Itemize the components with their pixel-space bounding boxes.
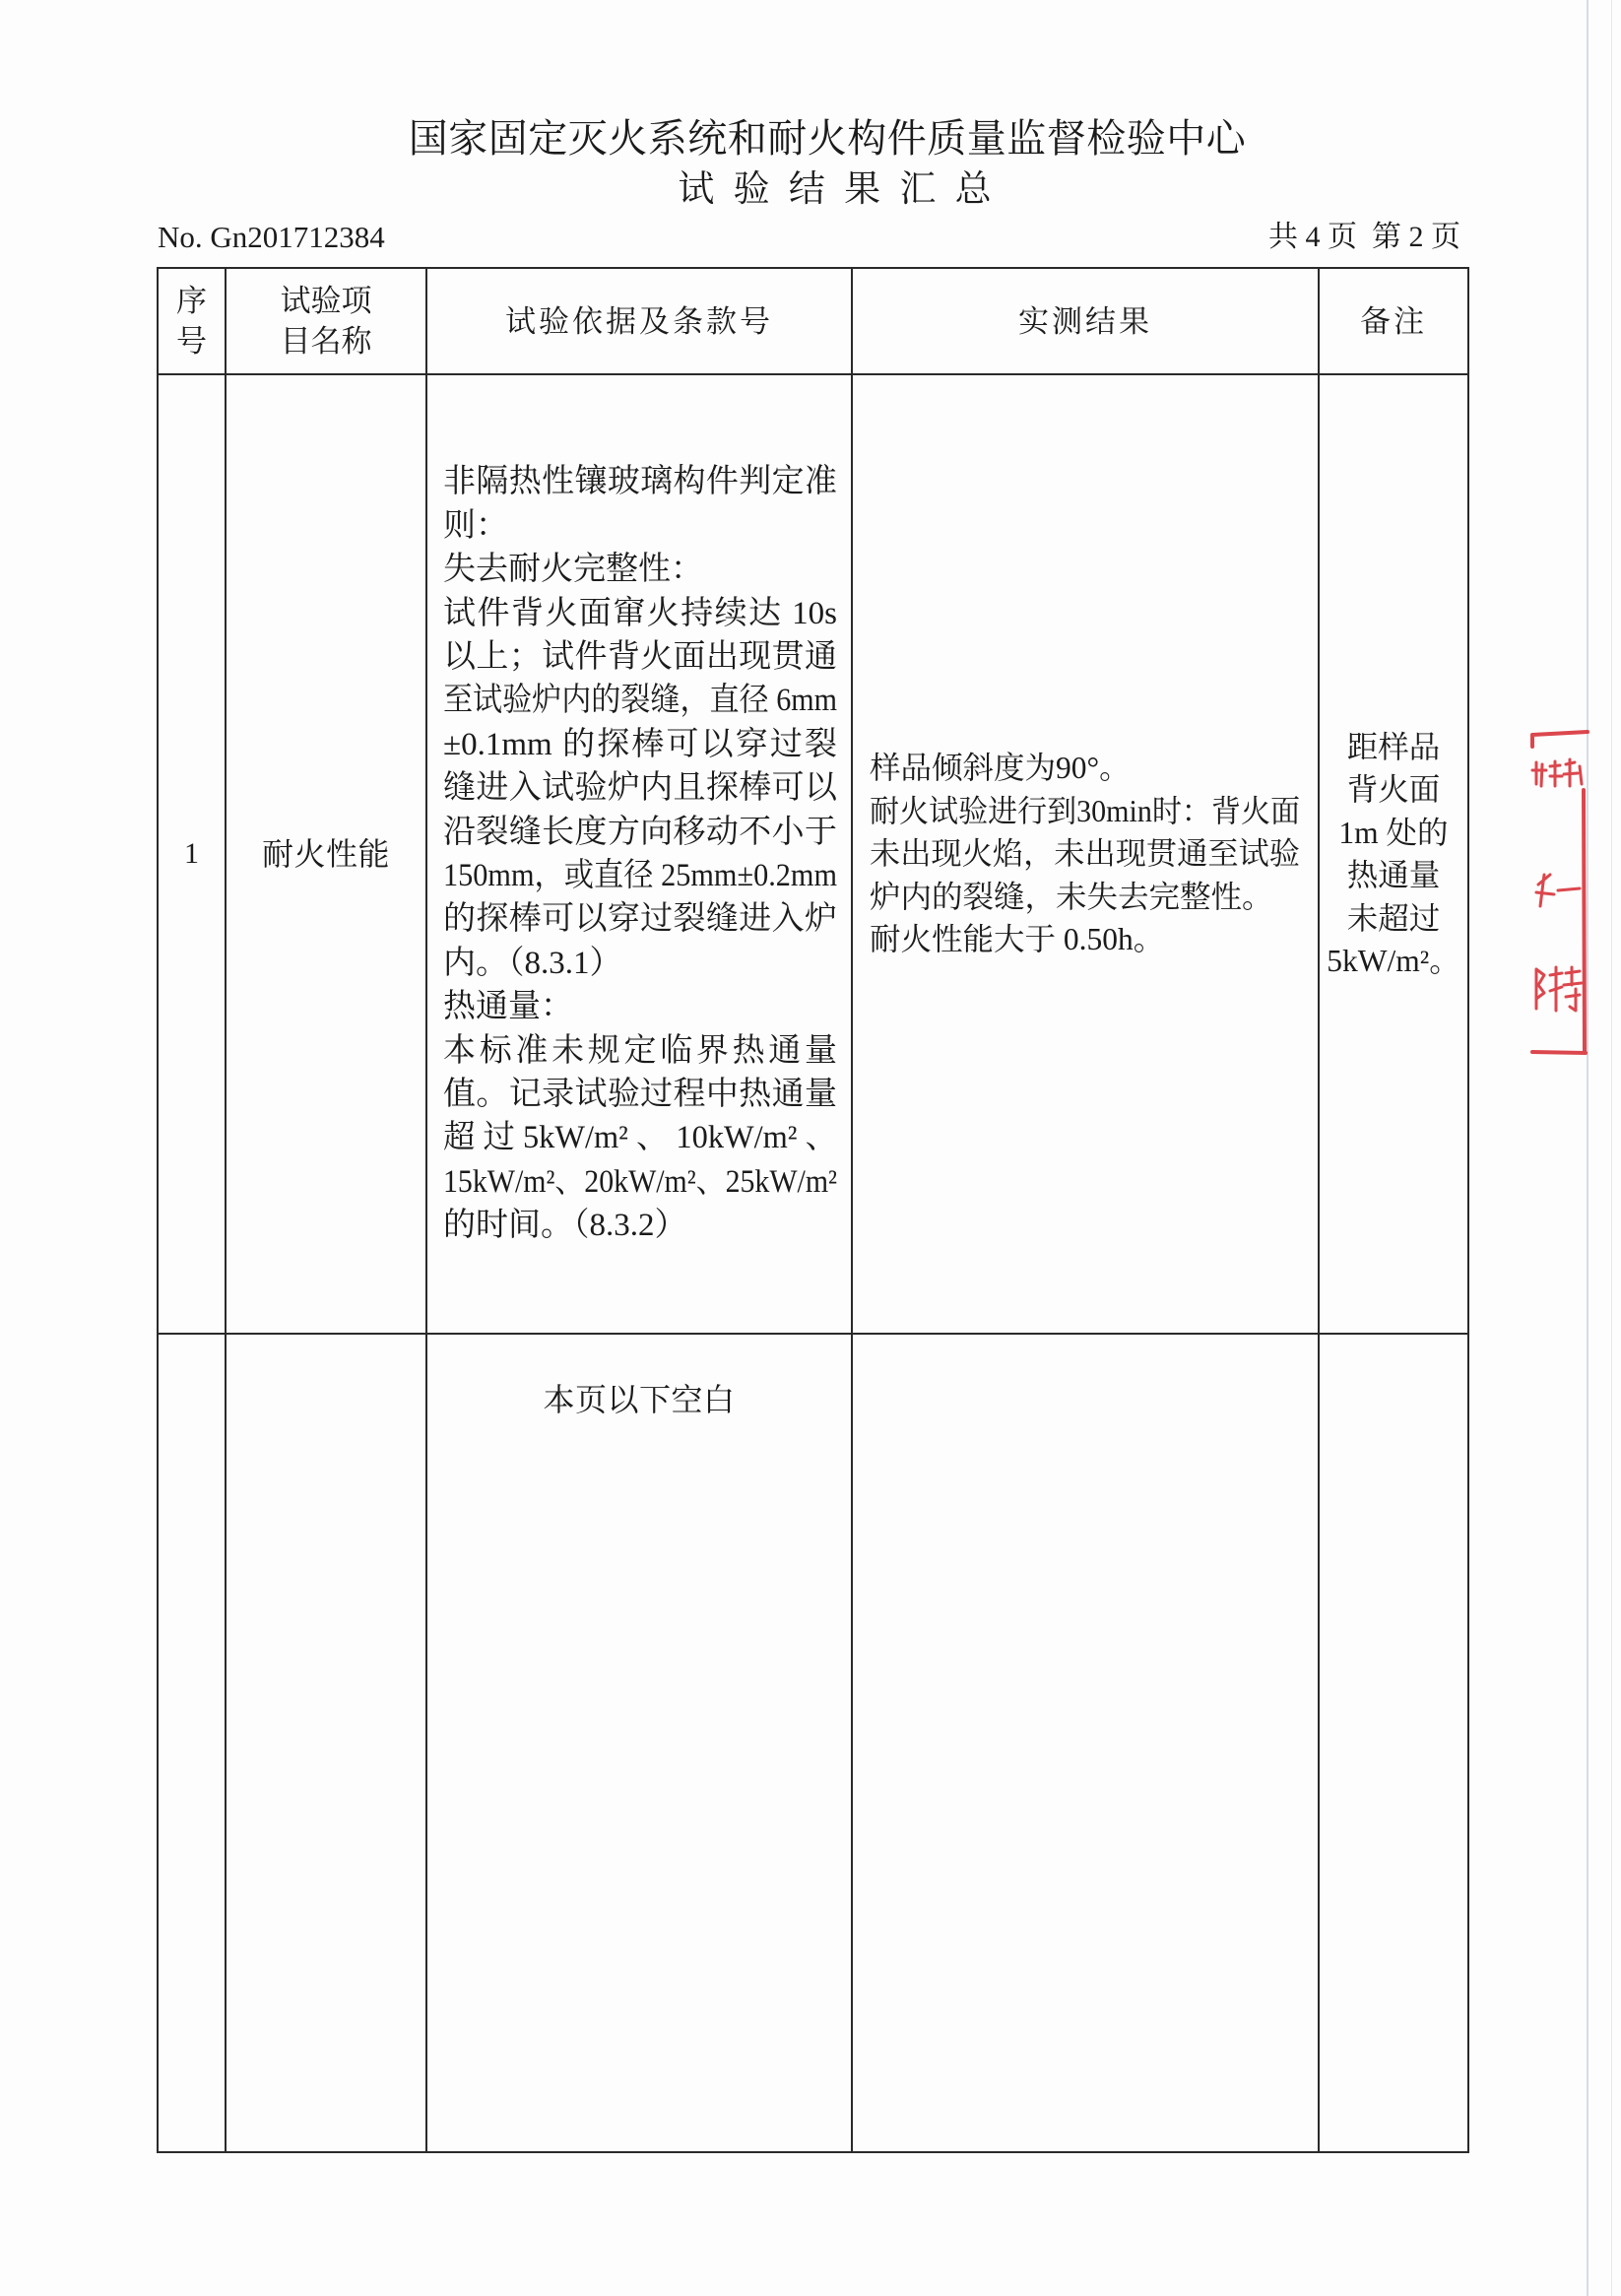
seal-stamp-fragment bbox=[1528, 727, 1593, 1062]
remark-line: 5kW/m²。 bbox=[1327, 944, 1460, 978]
document-title: 试 验 结 果 汇 总 bbox=[678, 169, 997, 210]
result-line: 未出现火焰，未出现贯通至试验 bbox=[870, 836, 1300, 872]
header-seq bbox=[159, 269, 227, 375]
remark-line: 背火面 bbox=[1346, 772, 1441, 807]
report-number: No. Gn201712384 bbox=[158, 220, 385, 254]
row-2-remark-cell bbox=[1320, 1335, 1467, 2151]
standard-line: 非隔热性镶玻璃构件判定准 bbox=[443, 464, 837, 500]
blank-below-note: 本页以下空白 bbox=[543, 1382, 736, 1417]
result-line: 耐火试验进行到30min时：背火面 bbox=[870, 793, 1300, 828]
row-1-item-cell bbox=[227, 375, 427, 1335]
result-line: 耐火性能大于 0.50h。 bbox=[870, 922, 1165, 957]
standard-line: 的探棒可以穿过裂缝进入炉 bbox=[443, 901, 837, 938]
header-item-line: 试验项 bbox=[280, 284, 372, 318]
header-seq-line: 序 bbox=[176, 284, 207, 318]
scan-edge-line bbox=[1587, 0, 1589, 2296]
standard-line: 内。（8.3.1） bbox=[443, 945, 622, 981]
standard-line: 15kW/m²、20kW/m²、25kW/m² bbox=[443, 1163, 837, 1200]
standard-line: 缝进入试验炉内且探棒可以 bbox=[443, 770, 837, 807]
page-counter: 共 4 页 第 2 页 bbox=[1268, 221, 1460, 253]
standard-line: 以上；试件背火面出现贯通 bbox=[443, 638, 837, 675]
row-1-result-cell bbox=[853, 375, 1320, 1335]
standard-line: 至试验炉内的裂缝，直径 6mm bbox=[443, 683, 837, 719]
standard-line: 的时间。（8.3.2） bbox=[443, 1208, 687, 1244]
scan-edge-line bbox=[1611, 0, 1612, 2296]
row-1-item: 耐火性能 bbox=[261, 836, 390, 872]
row-2-standard-cell bbox=[427, 1335, 853, 2151]
standard-line: 超 过 5kW/m² 、 10kW/m² 、 bbox=[443, 1120, 837, 1156]
row-2-item-cell bbox=[227, 1335, 427, 2151]
header-remark bbox=[1320, 269, 1467, 375]
header-seq-line: 号 bbox=[176, 324, 207, 359]
remark-line: 距样品 bbox=[1346, 729, 1441, 764]
standard-line: 沿裂缝长度方向移动不小于 bbox=[443, 814, 837, 850]
standard-line: 失去耐火完整性： bbox=[443, 552, 703, 588]
row-1-seq-cell bbox=[159, 375, 227, 1335]
header-standard-label: 试验依据及条款号 bbox=[505, 303, 773, 339]
row-1-seq: 1 bbox=[184, 837, 199, 870]
result-line: 炉内的裂缝，未失去完整性。 bbox=[870, 879, 1273, 914]
standard-line: ±0.1mm 的探棒可以穿过裂 bbox=[443, 726, 837, 762]
row-2-seq-cell bbox=[159, 1335, 227, 2151]
standard-line: 值。记录试验过程中热通量 bbox=[443, 1077, 837, 1113]
result-line: 样品倾斜度为90°。 bbox=[870, 751, 1131, 786]
results-table bbox=[157, 267, 1469, 2153]
row-2-result-cell bbox=[853, 1335, 1320, 2151]
header-item-line: 目名称 bbox=[280, 324, 372, 359]
row-1-standard-cell bbox=[427, 375, 853, 1335]
header-result-label: 实测结果 bbox=[1018, 303, 1152, 339]
standard-line: 热通量： bbox=[443, 989, 573, 1025]
header-standard bbox=[427, 269, 853, 375]
remark-line: 未超过 bbox=[1346, 900, 1441, 936]
header-remark-label: 备注 bbox=[1360, 303, 1427, 339]
remark-line: 热通量 bbox=[1346, 858, 1441, 892]
standard-line: 本标准未规定临界热通量 bbox=[443, 1032, 837, 1069]
header-result bbox=[853, 269, 1320, 375]
remark-line: 1m 处的 bbox=[1338, 815, 1449, 850]
header-item bbox=[227, 269, 427, 375]
standard-line: 则： bbox=[443, 507, 508, 544]
standard-line: 150mm，或直径 25mm±0.2mm bbox=[443, 858, 837, 893]
standard-line: 试件背火面窜火持续达 10s bbox=[443, 595, 837, 631]
organization-title: 国家固定灭火系统和耐火构件质量监督检验中心 bbox=[408, 116, 1247, 161]
row-1-remark-cell bbox=[1320, 375, 1467, 1335]
